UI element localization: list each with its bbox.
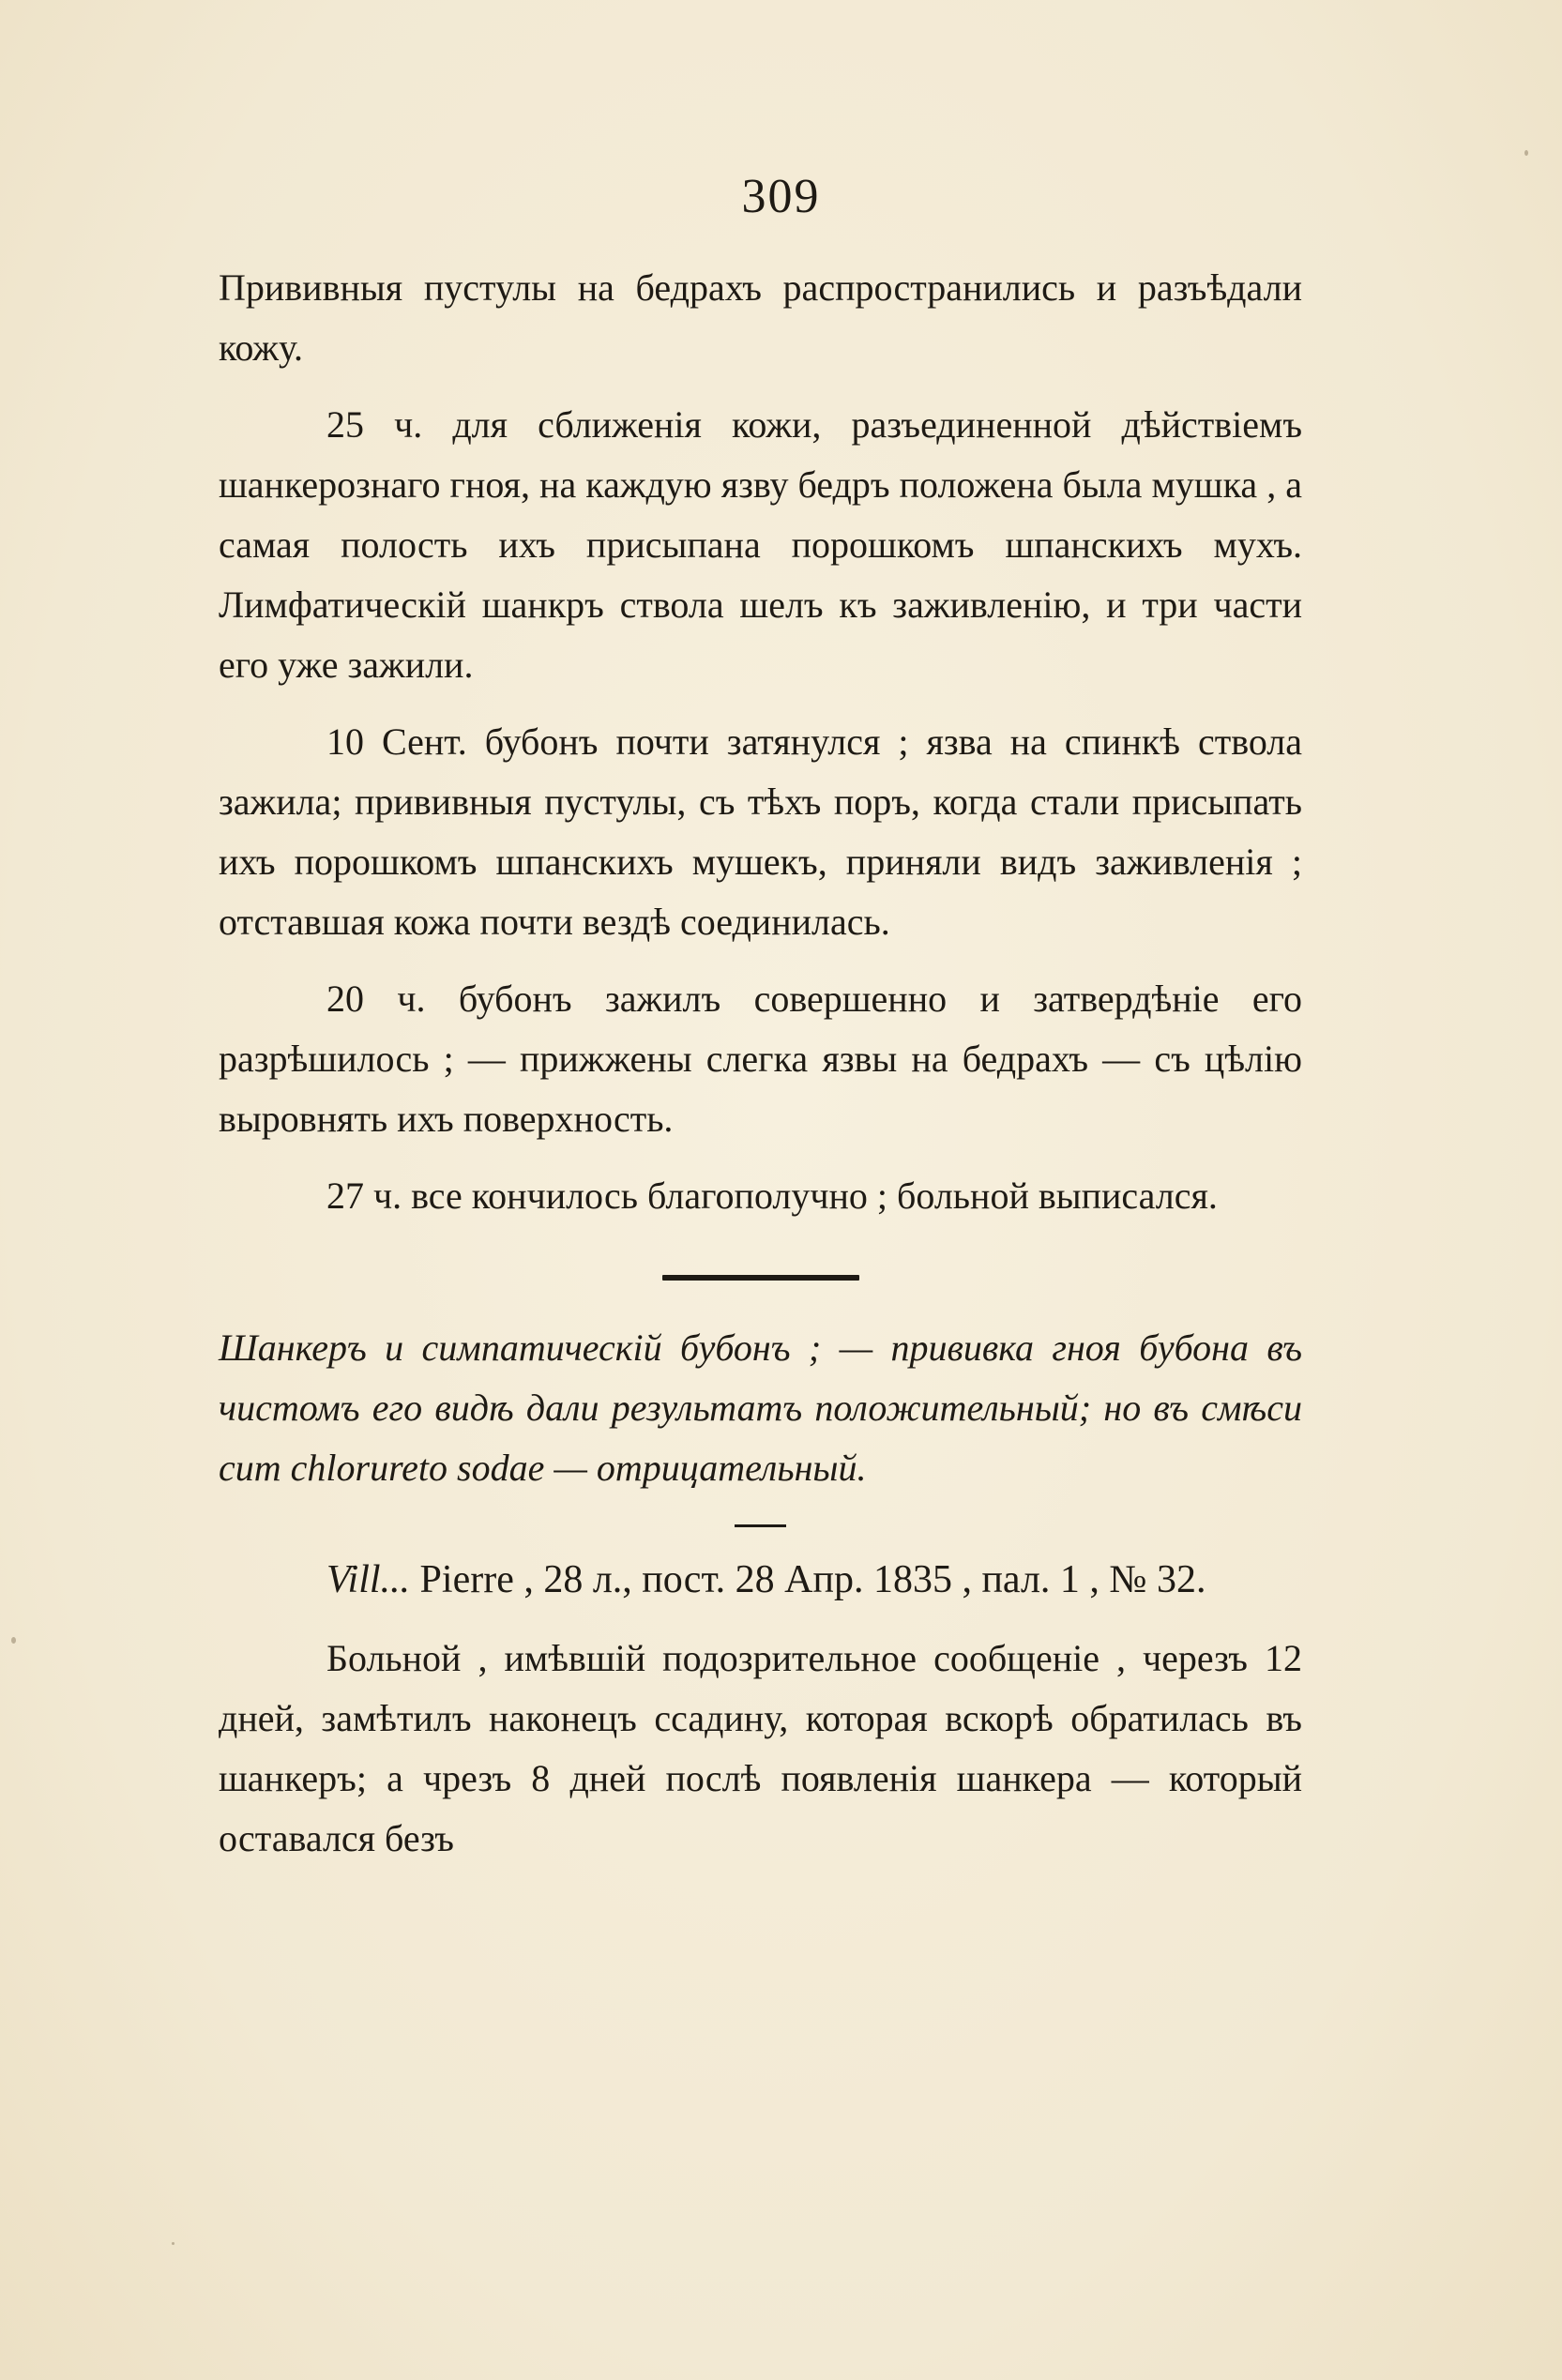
paper-speck xyxy=(1524,150,1528,156)
case-header xyxy=(219,1548,1302,1612)
section-heading-part1: Шанкеръ и симпатическій бубонъ ; — прививка гноя бубона въ чистомъ его видѣ дали результатъ положительный; но въ смѣси cum xyxy=(219,1326,1302,1489)
patient-name: Vill... xyxy=(326,1558,411,1601)
case-body-paragraph: Больной , имѣвшій подозрительное сообщеніе , черезъ 12 дней, замѣтилъ наконецъ ссадину, которая вскорѣ обратилась въ шанкеръ; а чрезъ 8 дней послѣ появленія шанкера — который оставался безъ xyxy=(219,1637,1302,1859)
paper-speck xyxy=(172,2242,174,2245)
main-text xyxy=(219,258,1302,1869)
section-divider xyxy=(662,1275,859,1281)
section-heading-latin: chlorureto sodae xyxy=(290,1447,545,1489)
paragraph-2: 25 ч. для сближенія кожи, разъединенной дѣйствіемъ шанкерознаго гноя, на каждую язву бедръ положена была мушка , а самая полость ихъ присыпана порошкомъ шпанскихъ мухъ. Лимфатическій шанкръ ствола шелъ къ заживленію, и три части его уже зажили. xyxy=(219,403,1302,686)
page-number: 309 xyxy=(741,170,821,223)
paragraph-5: 27 ч. все кончилось благополучно ; больной выписался. xyxy=(326,1175,1218,1217)
heading-divider xyxy=(735,1524,786,1527)
case-details: Pierre , 28 л., пост. 28 Апр. 1835 , пал. 1 , № 32. xyxy=(410,1558,1206,1601)
section-heading-part2: — отрицательный. xyxy=(544,1447,867,1489)
paragraph-4: 20 ч. бубонъ зажилъ совершенно и затвердѣніе его разрѣшилось ; — прижжены слегка язвы на бедрахъ — съ цѣлію выровнять ихъ поверхность. xyxy=(219,978,1302,1140)
paper-speck xyxy=(11,1637,16,1644)
section-heading xyxy=(219,1318,1302,1498)
paragraph-1: Прививныя пустулы на бедрахъ распространились и разъѣдали кожу. xyxy=(219,266,1302,369)
paragraph-3: 10 Сент. бубонъ почти затянулся ; язва на спинкѣ ствола зажила; прививныя пустулы, съ тѣхъ поръ, когда стали присыпать ихъ порошкомъ шпанскихъ мушекъ, приняли видъ заживленія ; отставшая кожа почти вездѣ соединилась. xyxy=(219,720,1302,943)
